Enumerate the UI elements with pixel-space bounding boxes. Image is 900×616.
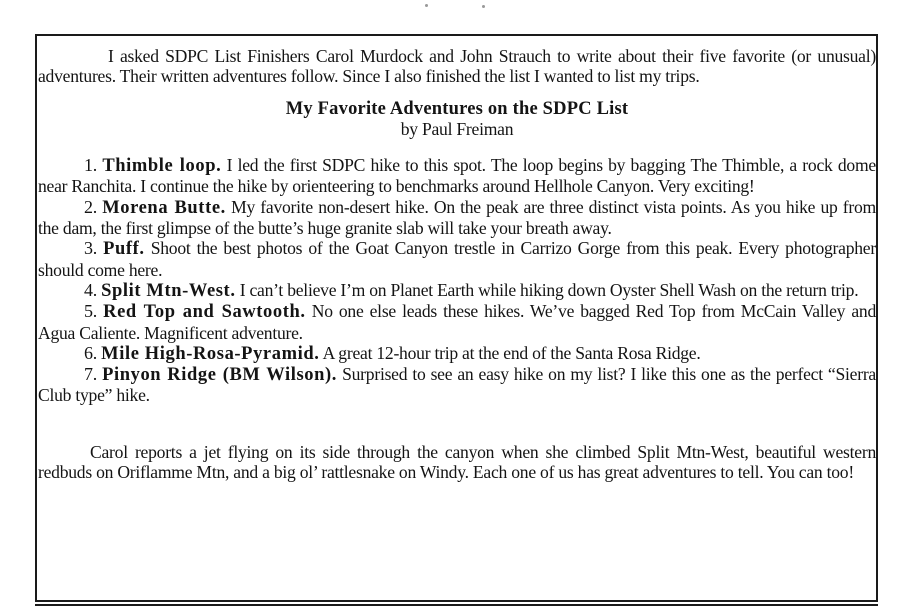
article [38,46,876,482]
item-name: Pinyon Ridge (BM Wilson). [102,365,338,386]
article-byline: by Paul Freiman [400,118,514,139]
item-name: Red Top and Sawtooth. [103,302,306,323]
item-text: Shoot the best photos of the Goat Canyon trestle in Carrizo Gorge from this peak. Every photographer should come here. [38,238,876,280]
list-item [38,343,876,364]
item-text: I led the first SDPC hike to this spot. The loop begins by bagging The Thimble, a rock dome near Ranchita. I continue the hike by orienteering to benchmarks around Hellhole Canyon. Very exciting! [38,155,876,197]
item-number: 5. [84,301,97,322]
item-number: 7. [84,364,97,385]
item-name: Morena Butte. [102,197,226,218]
list-item [38,364,876,406]
item-text: No one else leads these hikes. We’ve bagged Red Top from McCain Valley and Agua Caliente. Magnificent adventure. [38,301,876,343]
item-number: 3. [84,238,97,259]
intro-paragraph: I asked SDPC List Finishers Carol Murdock and John Strauch to write about their five favorite (or unusual) adventures. Their written adventures follow. Since I also finished the list I wanted to list my trips. [38,46,876,87]
item-name: Thimble loop. [102,156,222,177]
list-item [38,301,876,343]
item-text: My favorite non-desert hike. On the peak are three distinct vista points. As you hike up from the dam, the first glimpse of the butte’s huge granite slab will take your breath away. [38,196,876,239]
item-name: Puff. [103,239,145,260]
item-text: I can’t believe I’m on Planet Earth while hiking down Oyster Shell Wash on the return trip. [239,279,859,300]
item-number: 4. [84,279,97,300]
closing-paragraph: Carol reports a jet flying on its side through the canyon when she climbed Split Mtn-West, beautiful western redbuds on Oriflamme Mtn, and a big ol’ rattlesnake on Windy. Each one of us has great adventures to tell. You can too! [38,441,876,483]
item-number: 6. [84,342,97,363]
list-item [38,280,876,301]
scan-speck [482,5,485,8]
scan-speck [425,4,428,7]
item-number: 1. [84,155,97,176]
item-name: Mile High-Rosa-Pyramid. [101,343,320,364]
list-item [38,197,876,239]
item-text: Surprised to see an easy hike on my list? I like this one as the perfect “Sierra Club type” hike. [38,364,876,406]
list-item [38,238,876,280]
item-name: Split Mtn-West. [101,280,236,301]
article-title: My Favorite Adventures on the SDPC List [285,98,629,119]
item-text: A great 12-hour trip at the end of the Santa Rosa Ridge. [322,342,701,363]
list-item [38,155,876,197]
item-number: 2. [84,196,97,217]
